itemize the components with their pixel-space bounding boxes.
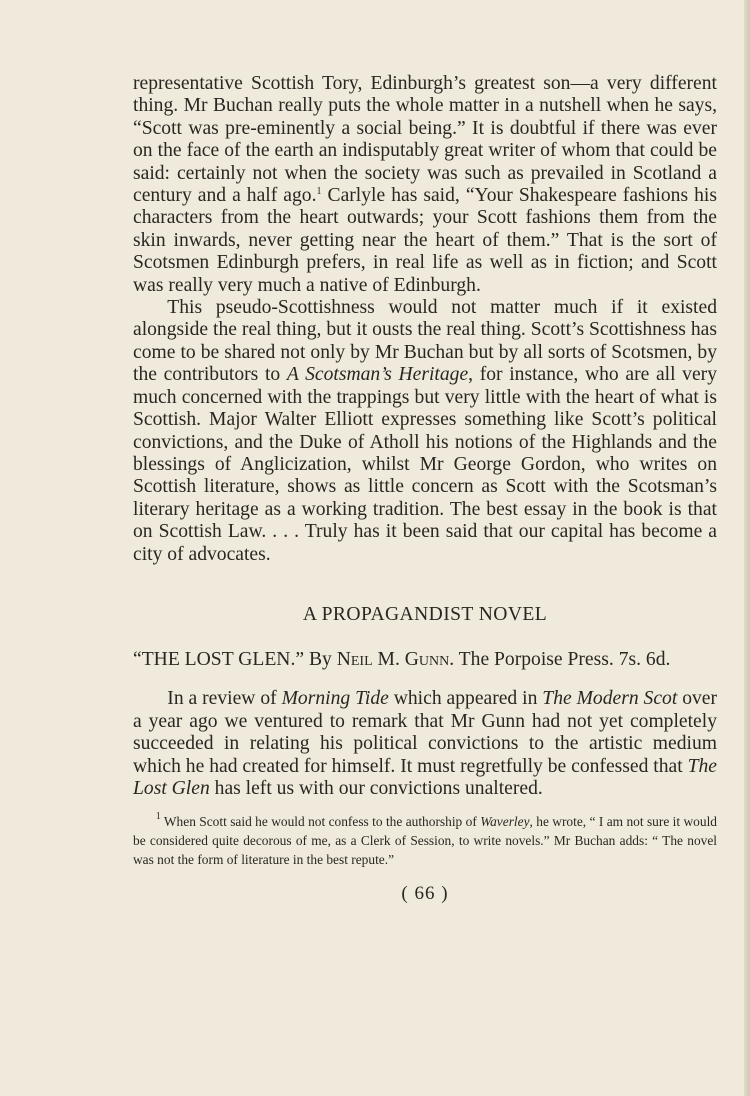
section-heading: A PROPAGANDIST NOVEL <box>302 603 548 625</box>
citation-author: Neil M. Gunn <box>336 648 450 670</box>
periodical-title: The Modern Scot <box>542 688 678 710</box>
page-edge-shadow <box>744 0 750 1096</box>
citation-publisher: . The Porpoise Press. <box>449 648 614 670</box>
paragraph-text: , for instance, who are all very much concerned with the trappings but very little with the heart of what is Scottish. Major Walter Elliott expresses something like Scott’s political convictions, and the Duke of Atholl his notions of the Highlands and the blessings of Anglicization, whilst Mr George Gordon, who writes on Scottish literature, shows as little concern as Scott with the Scotsman’s literary heritage as a working tradition. The best essay in the book is that on Scottish Law. . . . Truly has it been said that our capital has become a city of advocates. <box>133 364 717 565</box>
page-number: ( 66 ) <box>401 882 449 904</box>
book-title: Waverley <box>480 814 530 830</box>
footnote-marker: 1 <box>155 811 161 823</box>
paragraph-text: which appeared in <box>388 688 543 710</box>
paragraph-review <box>133 688 717 800</box>
citation-by: By <box>304 648 337 670</box>
paragraph-text: In a review of <box>167 688 282 710</box>
paragraph-text: This pseudo-Scottishness would not matter much if it existed alongside the real thing, but it ousts the real thing. Scott’s Scottishness has come to be shared not only by Mr Buchan but by all sorts of Scotsmen, by the contributors to <box>133 297 717 386</box>
citation-title: “THE LOST GLEN.” <box>133 648 305 670</box>
paragraph-pseudo-scottishness <box>133 297 717 566</box>
book-title: Morning Tide <box>281 688 389 710</box>
paragraph-text: over a year ago we ventured to remark that Mr Gunn had not yet completely succeeded in relating his political convictions to the artistic medium which he had created for himself. It must regretfully be confessed that <box>133 688 718 777</box>
footnote <box>133 812 717 869</box>
paragraph-text: has left us with our convictions unaltered. <box>209 777 543 799</box>
footnote-text: , he wrote, “ I am not sure it would be considered quite decorous of me, as a Clerk of Session, to write novels.” Mr Buchan adds: “ The novel was not the form of literature in the best repute.” <box>133 814 717 868</box>
page-body <box>133 73 717 905</box>
paragraph-text: Carlyle has said, “Your Shakespeare fashions his characters from the heart outwards; your Scott fashions them from the skin inwards, never getting near the heart of them.” That is the sort of Scotsmen Edinburgh prefers, in real life as well as in fiction; and Scott was really very much a native of Edinburgh. <box>133 185 717 296</box>
book-title: A Scotsman’s Heritage <box>286 364 469 386</box>
footnote-reference: 1 <box>316 186 322 198</box>
paragraph-text: representative Scottish Tory, Edinburgh’s greatest son—a very different thing. Mr Buchan really puts the whole matter in a nutshell when he says, “Scott was pre-eminently a social being.” It is doubtful if there was ever on the face of the earth an indisputably great writer of whom that could be said: certainly not when the society was such as prevailed in Scotland a century and a half ago. <box>133 73 717 207</box>
footnote-text: When Scott said he would not confess to the authorship of <box>160 814 481 830</box>
citation-price: 7s. 6d. <box>613 648 671 670</box>
paragraph-scott-social-being <box>133 73 717 297</box>
book-title: The Lost Glen <box>133 755 717 799</box>
review-citation <box>133 649 717 671</box>
